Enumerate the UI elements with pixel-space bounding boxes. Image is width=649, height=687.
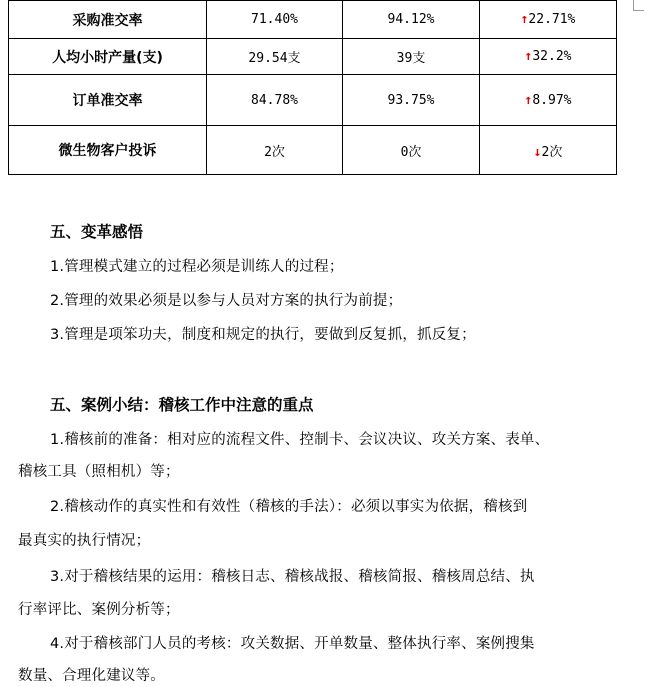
table-row (9, 75, 617, 126)
reflection-item: 2.管理的效果必须是以参与人员对方案的执行为前提； (50, 293, 403, 309)
metrics-table (8, 0, 617, 175)
reflection-item: 1.管理模式建立的过程必须是训练人的过程； (50, 259, 344, 275)
change-value: 32.2% (532, 49, 572, 64)
row-label: 人均小时产量(支) (9, 39, 207, 75)
row-label: 微生物客户投诉 (9, 126, 207, 175)
reflection-item: 3.管理是项笨功夫，制度和规定的执行，要做到反复抓，抓反复； (50, 327, 476, 343)
change-value: 8.97% (532, 92, 572, 108)
table-row (9, 126, 617, 175)
after-value: 39支 (343, 39, 480, 75)
change-cell (480, 39, 617, 75)
summary-item-line: 最真实的执行情况； (18, 533, 151, 549)
summary-item-line: 2.稽核动作的真实性和有效性（稽核的手法）：必须以事实为依据，稽核到 (50, 499, 528, 515)
change-cell (480, 126, 617, 175)
up-arrow-icon: ↑ (520, 12, 529, 27)
change-value: 2次 (541, 144, 563, 160)
before-value: 29.54支 (207, 39, 343, 75)
summary-item-line: 1.稽核前的准备：相对应的流程文件、控制卡、会议决议、攻关方案、表单、 (50, 432, 550, 448)
summary-item-line: 稽核工具（照相机）等； (18, 464, 180, 480)
after-value: 0次 (343, 126, 480, 175)
change-value: 22.71% (528, 12, 576, 27)
summary-item-line: 数量、合理化建议等。 (18, 668, 165, 684)
summary-item-line: 3.对于稽核结果的运用：稽核日志、稽核战报、稽核简报、稽核周总结、执 (50, 569, 535, 585)
table-row (9, 39, 617, 75)
after-value: 93.75% (343, 75, 480, 126)
summary-heading: 五、案例小结：稽核工作中注意的重点 (50, 396, 314, 414)
down-arrow-icon: ↓ (533, 144, 542, 160)
summary-item-line: 4.对于稽核部门人员的考核：攻关数据、开单数量、整体执行率、案例搜集 (50, 636, 535, 652)
change-cell (480, 75, 617, 126)
row-label: 订单准交率 (9, 75, 207, 126)
table-row (9, 1, 617, 39)
before-value: 84.78% (207, 75, 343, 126)
page-corner-mark (633, 0, 644, 11)
up-arrow-icon: ↑ (524, 49, 533, 64)
before-value: 2次 (207, 126, 343, 175)
before-value: 71.40% (207, 1, 343, 39)
up-arrow-icon: ↑ (524, 92, 533, 108)
after-value: 94.12% (343, 1, 480, 39)
summary-item-line: 行率评比、案例分析等； (18, 602, 180, 618)
change-cell (480, 1, 617, 39)
row-label: 采购准交率 (9, 1, 207, 39)
reflection-heading: 五、变革感悟 (50, 223, 144, 241)
